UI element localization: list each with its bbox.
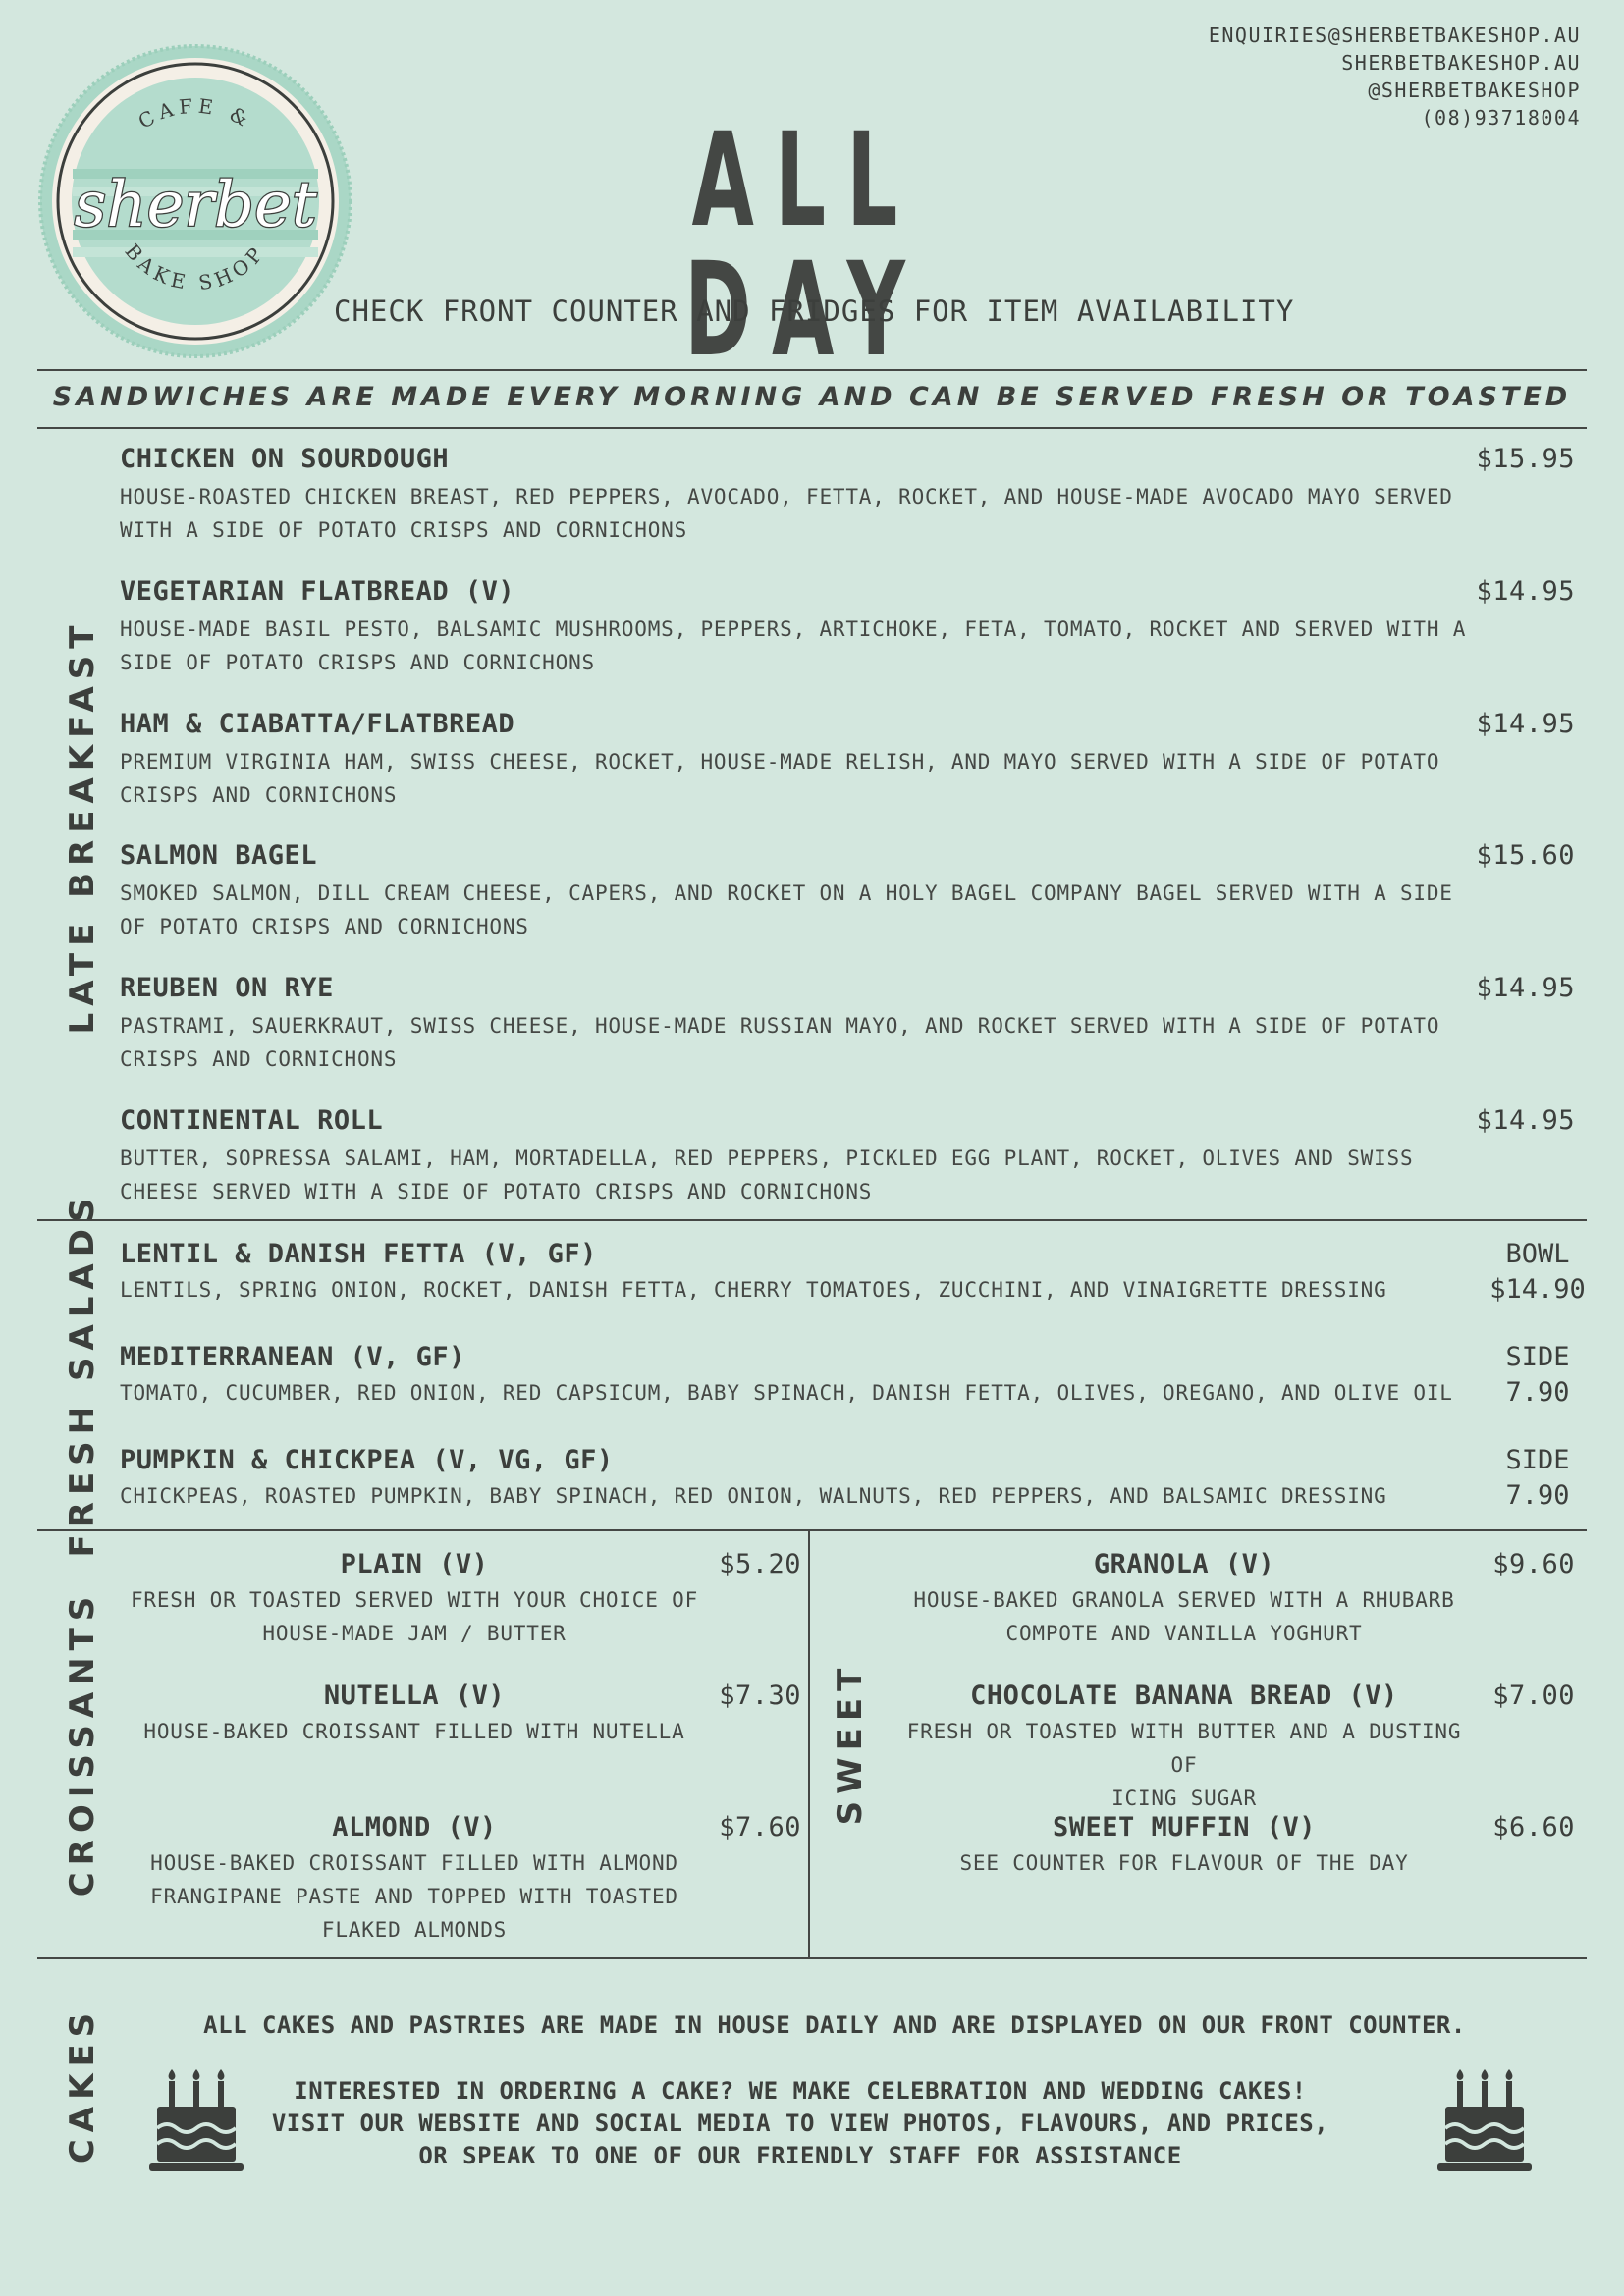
menu-item[interactable]	[890, 1812, 1581, 1880]
item-price: $14.95	[1476, 1105, 1575, 1136]
menu-item[interactable]	[120, 576, 1587, 679]
logo-top-text: CAFE &	[134, 93, 257, 133]
cake-order-info: INTERESTED IN ORDERING A CAKE? WE MAKE CELEBRATION AND WEDDING CAKES! VISIT OUR WEBSITE AND SOCIAL MEDIA TO VIEW PHOTOS, FLAVOURS, AND PRICES, OR SPEAK TO ONE OF OUR FRIENDLY STAFF FOR ASSISTANCE	[271, 2077, 1329, 2169]
item-price: $15.95	[1476, 444, 1575, 474]
item-name: CONTINENTAL ROLL	[120, 1105, 384, 1136]
item-price: $5.20	[719, 1549, 801, 1579]
divider	[37, 1529, 1587, 1531]
item-description: PASTRAMI, SAUERKRAUT, SWISS CHEESE, HOUSE-MADE RUSSIAN MAYO, AND ROCKET SERVED WITH A SIDE OF POTATO CRISPS AND CORNICHONS	[120, 1014, 1440, 1071]
contact-social[interactable]: @SHERBETBAKESHOP	[1368, 79, 1581, 102]
item-description: PREMIUM VIRGINIA HAM, SWISS CHEESE, ROCKET, HOUSE-MADE RELISH, AND MAYO SERVED WITH A SIDE OF POTATO CRISPS AND CORNICHONS	[120, 750, 1440, 807]
item-name: PLAIN (V)	[340, 1549, 489, 1579]
item-name: SALMON BAGEL	[120, 840, 318, 871]
page-title: ALL DAY	[684, 105, 926, 386]
item-description: HOUSE-BAKED CROISSANT FILLED WITH ALMOND FRANGIPANE PASTE AND TOPPED WITH TOASTED FLAKED ALMONDS	[150, 1851, 678, 1942]
menu-item[interactable]	[120, 1812, 807, 1947]
menu-item[interactable]	[120, 973, 1587, 1076]
menu-item[interactable]	[120, 1342, 1587, 1410]
menu-item[interactable]	[890, 1681, 1581, 1815]
sandwich-banner: SANDWICHES ARE MADE EVERY MORNING AND CAN BE SERVED FRESH OR TOASTED	[52, 382, 1572, 412]
item-name: REUBEN ON RYE	[120, 973, 334, 1003]
section-label-fresh-salads: FRESH SALADS	[63, 1191, 102, 1558]
item-price: $14.95	[1476, 576, 1575, 607]
item-name: VEGETARIAN FLATBREAD (V)	[120, 576, 515, 607]
logo-script: sherbet	[74, 169, 317, 241]
logo-bottom-text: BAKE SHOP	[120, 239, 271, 295]
section-label-croissants: CROISSANTS	[63, 1589, 102, 1897]
item-price: $7.60	[719, 1812, 801, 1842]
item-description: CHICKPEAS, ROASTED PUMPKIN, BABY SPINACH, RED ONION, WALNUTS, RED PEPPERS, AND BALSAMIC DRESSING	[120, 1484, 1387, 1508]
item-price: $7.00	[1492, 1681, 1575, 1711]
item-name: SWEET MUFFIN (V)	[1052, 1812, 1317, 1842]
item-description: SEE COUNTER FOR FLAVOUR OF THE DAY	[959, 1851, 1409, 1875]
item-description: HOUSE-BAKED GRANOLA SERVED WITH A RHUBARB COMPOTE AND VANILLA YOGHURT	[913, 1588, 1455, 1645]
contact-website[interactable]: SHERBETBAKESHOP.AU	[1341, 51, 1581, 75]
item-price: $14.90	[1489, 1274, 1586, 1305]
item-description: LENTILS, SPRING ONION, ROCKET, DANISH FETTA, CHERRY TOMATOES, ZUCCHINI, AND VINAIGRETTE DRESSING	[120, 1278, 1387, 1302]
item-description: BUTTER, SOPRESSA SALAMI, HAM, MORTADELLA, RED PEPPERS, PICKLED EGG PLANT, ROCKET, OLIVES AND SWISS CHEESE SERVED WITH A SIDE OF POTATO CRISPS AND CORNICHONS	[120, 1147, 1414, 1203]
item-price: $14.95	[1476, 709, 1575, 739]
contact-block	[1209, 22, 1581, 132]
item-name: CHICKEN ON SOURDOUGH	[120, 444, 450, 474]
menu-item[interactable]	[120, 1549, 807, 1650]
section-label-sweet: SWEET	[831, 1661, 870, 1826]
item-name: HAM & CIABATTA/FLATBREAD	[120, 709, 515, 739]
item-price: $15.60	[1476, 840, 1575, 871]
cakes-note: ALL CAKES AND PASTRIES ARE MADE IN HOUSE DAILY AND ARE DISPLAYED ON OUR FRONT COUNTER.	[203, 2011, 1466, 2039]
sherbet-logo	[37, 43, 353, 359]
menu-item[interactable]	[120, 1105, 1587, 1208]
menu-item[interactable]	[120, 444, 1587, 547]
divider	[37, 369, 1587, 371]
item-name: GRANOLA (V)	[1093, 1549, 1275, 1579]
section-label-cakes: CAKES	[63, 2005, 102, 2164]
item-price: $6.60	[1492, 1812, 1575, 1842]
divider	[37, 427, 1587, 429]
contact-email[interactable]: ENQUIRIES@SHERBETBAKESHOP.AU	[1208, 24, 1581, 47]
menu-item[interactable]	[890, 1549, 1581, 1650]
section-label-late-breakfast: LATE BREAKFAST	[63, 618, 102, 1035]
item-price: 7.90	[1505, 1480, 1570, 1511]
menu-item[interactable]	[120, 840, 1587, 943]
availability-note: CHECK FRONT COUNTER AND FRIDGES FOR ITEM AVAILABILITY	[334, 294, 1295, 328]
menu-item[interactable]	[120, 1239, 1587, 1307]
item-price: $9.60	[1492, 1549, 1575, 1579]
menu-item[interactable]	[120, 709, 1587, 812]
item-price: $14.95	[1476, 973, 1575, 1003]
item-name: LENTIL & DANISH FETTA (V, GF)	[120, 1239, 597, 1269]
item-description: FRESH OR TOASTED SERVED WITH YOUR CHOICE OF HOUSE-MADE JAM / BUTTER	[130, 1588, 699, 1645]
item-name: MEDITERRANEAN (V, GF)	[120, 1342, 465, 1372]
item-price: $7.30	[719, 1681, 801, 1711]
item-size: SIDE	[1505, 1342, 1570, 1372]
item-name: CHOCOLATE BANANA BREAD (V)	[970, 1681, 1398, 1711]
contact-phone[interactable]: (08)93718004	[1421, 106, 1581, 130]
item-description: HOUSE-MADE BASIL PESTO, BALSAMIC MUSHROOMS, PEPPERS, ARTICHOKE, FETA, TOMATO, ROCKET AND SERVED WITH A SIDE OF POTATO CRISPS AND CORNICHONS	[120, 617, 1467, 674]
divider	[37, 1957, 1587, 1959]
item-size: BOWL	[1505, 1239, 1570, 1269]
divider	[37, 1219, 1587, 1221]
item-description: FRESH OR TOASTED WITH BUTTER AND A DUSTING OF ICING SUGAR	[906, 1720, 1462, 1810]
menu-item[interactable]	[120, 1445, 1587, 1513]
menu-item[interactable]	[120, 1681, 807, 1748]
item-description: HOUSE-BAKED CROISSANT FILLED WITH NUTELLA	[143, 1720, 685, 1743]
column-divider	[808, 1529, 810, 1957]
item-name: ALMOND (V)	[332, 1812, 497, 1842]
birthday-cake-icon	[1435, 2067, 1534, 2175]
item-description: SMOKED SALMON, DILL CREAM CHEESE, CAPERS, AND ROCKET ON A HOLY BAGEL COMPANY BAGEL SERVED WITH A SIDE OF POTATO CRISPS AND CORNICHONS	[120, 881, 1453, 938]
item-name: NUTELLA (V)	[323, 1681, 506, 1711]
item-name: PUMPKIN & CHICKPEA (V, VG, GF)	[120, 1445, 614, 1475]
birthday-cake-icon	[147, 2067, 245, 2175]
item-price: 7.90	[1505, 1377, 1570, 1408]
item-description: TOMATO, CUCUMBER, RED ONION, RED CAPSICUM, BABY SPINACH, DANISH FETTA, OLIVES, OREGANO, AND OLIVE OIL	[120, 1381, 1453, 1405]
item-description: HOUSE-ROASTED CHICKEN BREAST, RED PEPPERS, AVOCADO, FETTA, ROCKET, AND HOUSE-MADE AVOCADO MAYO SERVED WITH A SIDE OF POTATO CRISPS AND CORNICHONS	[120, 485, 1453, 542]
item-size: SIDE	[1505, 1445, 1570, 1475]
